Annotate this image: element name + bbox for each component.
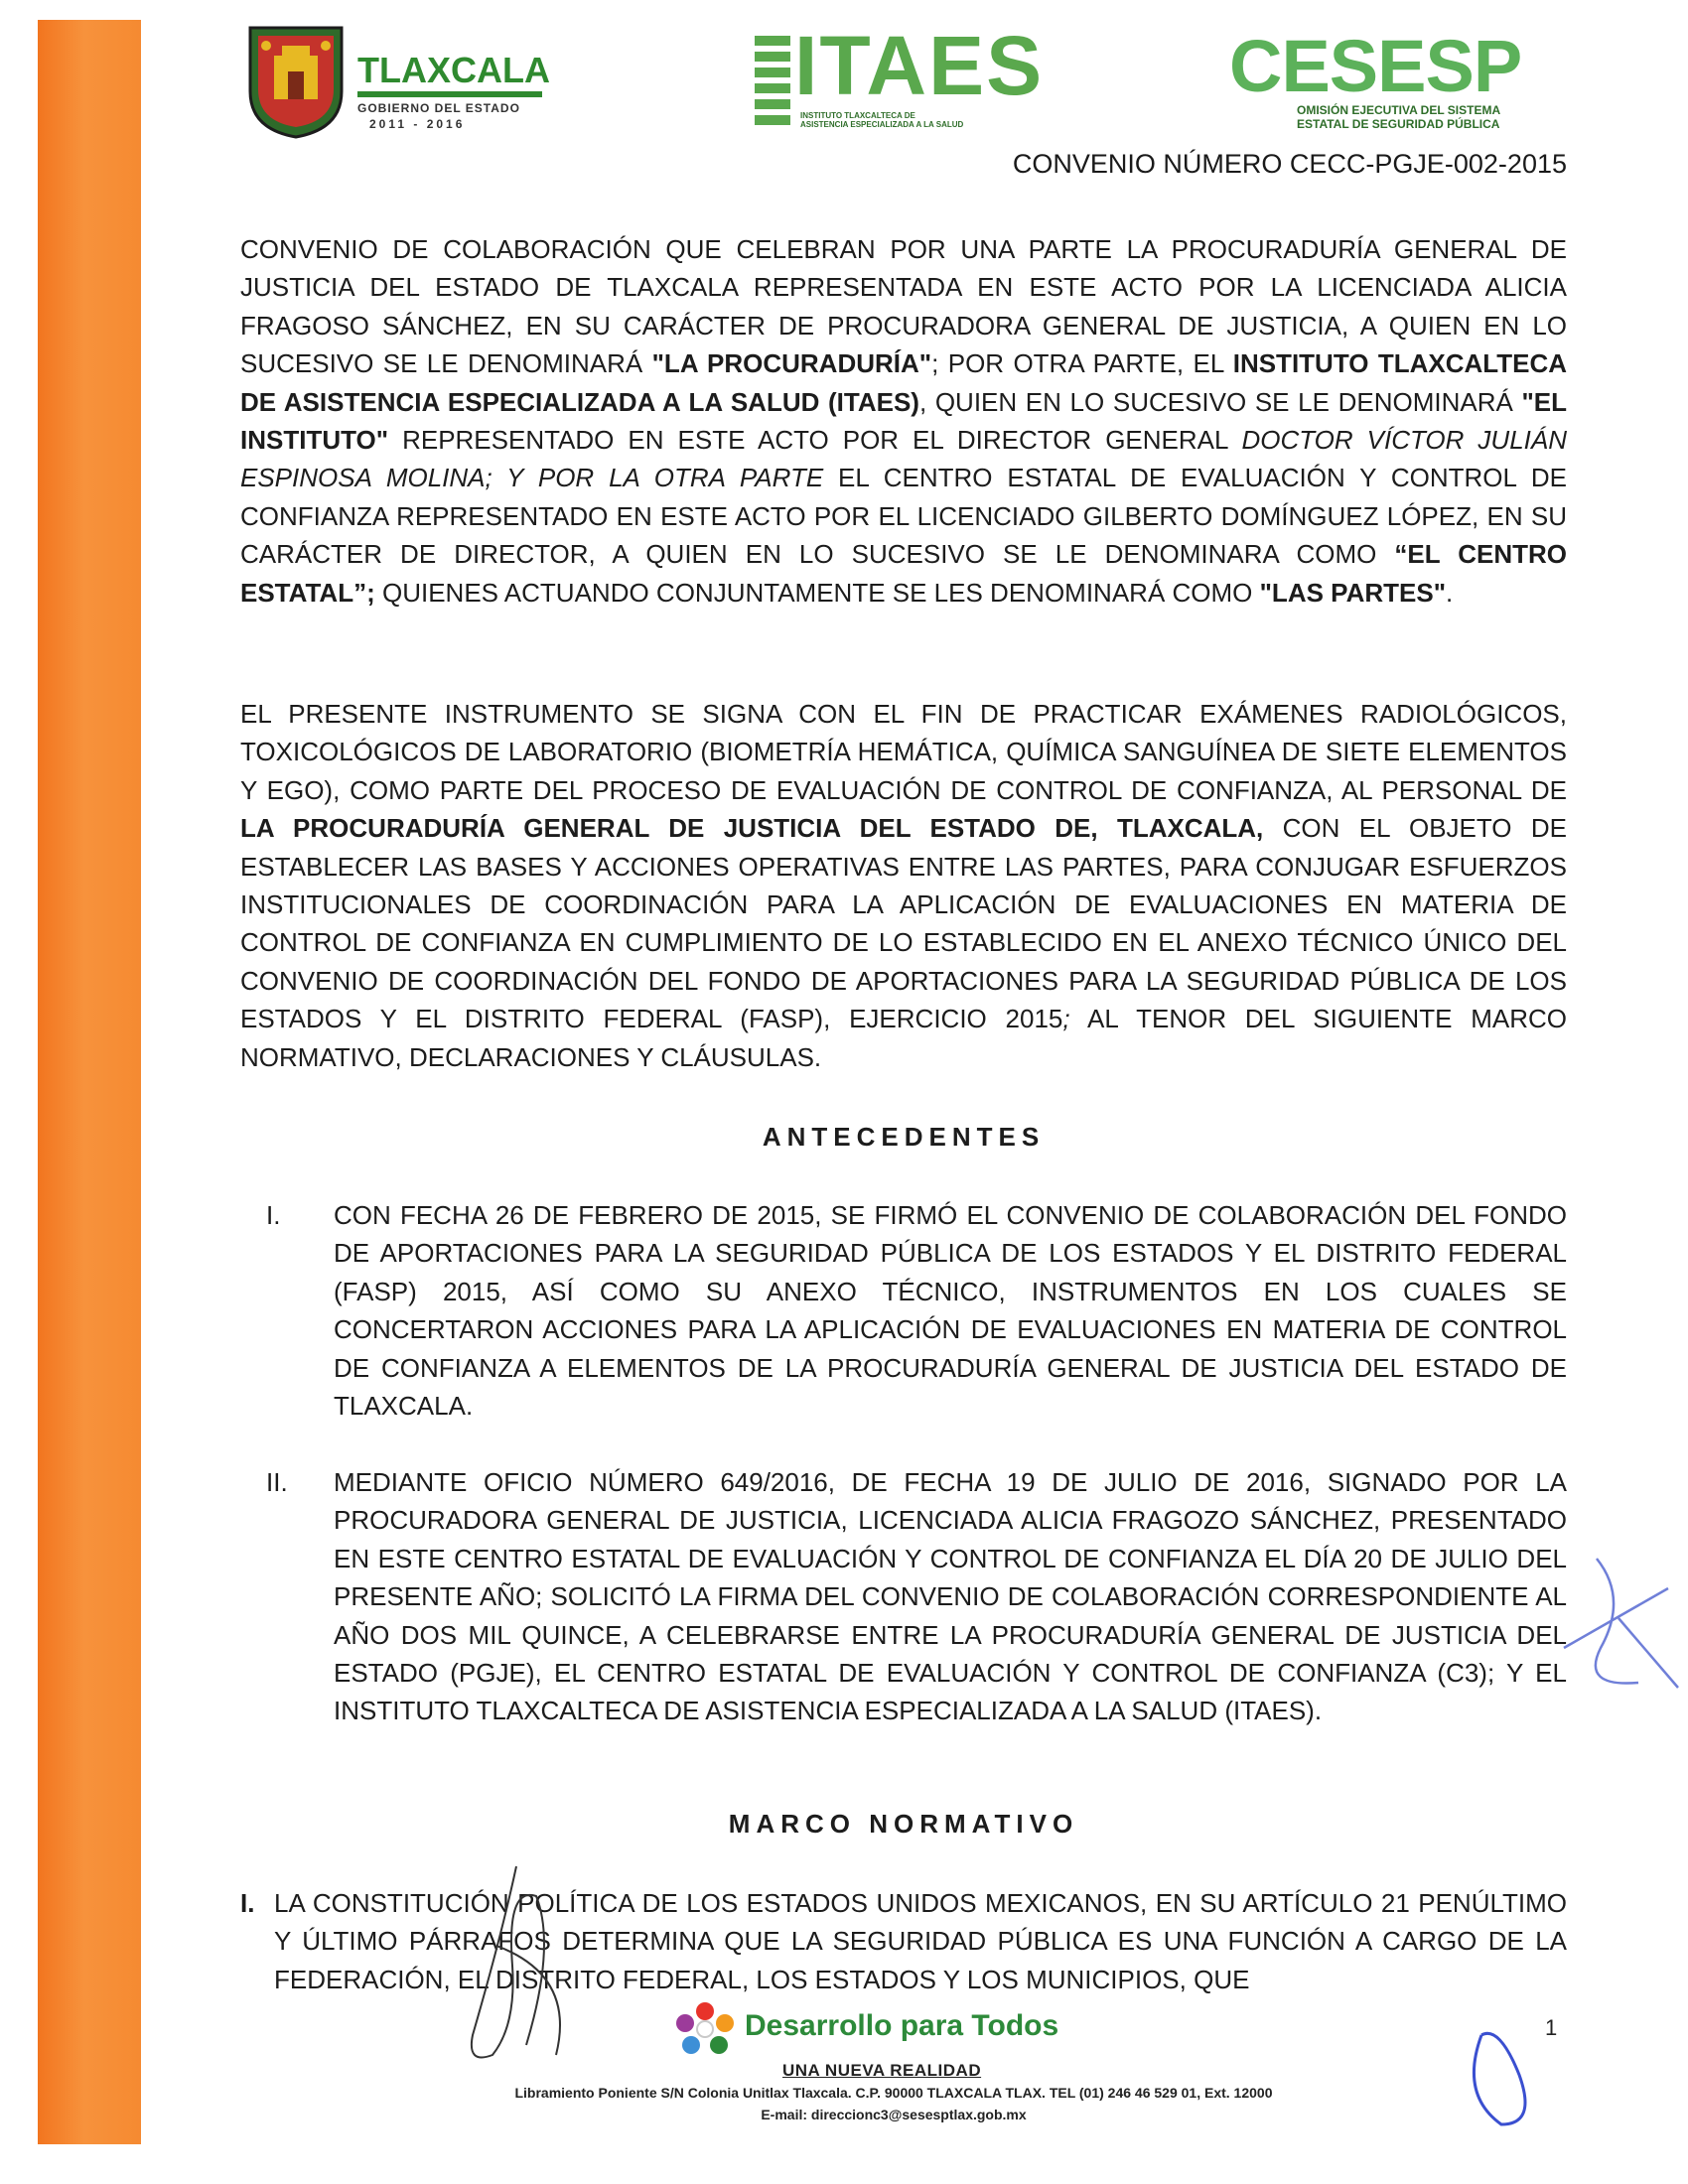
antecedentes-heading: ANTECEDENTES [762, 1122, 1046, 1152]
intro-paragraph-1 [240, 230, 1567, 612]
intro-paragraph-2 [240, 695, 1567, 1076]
tlaxcala-years: 2011 - 2016 [369, 117, 466, 131]
p2-part-b: LA PROCURADURÍA GENERAL DE JUSTICIA DEL ESTADO DE, TLAXCALA, [240, 813, 1264, 844]
tlaxcala-decor-icon [357, 89, 542, 99]
p2-part-e: AL TENOR DEL SIGUIENTE MARCO NORMATIVO, DECLARACIONES Y CLÁUSULAS. [240, 1004, 1567, 1072]
cesesp-subtitle [1297, 103, 1500, 131]
slogan-text: Desarrollo para Todos [745, 2009, 1059, 2042]
cesesp-acronym: CESESP [1229, 25, 1522, 107]
p1-part-f: "EL INSTITUTO" [240, 386, 1568, 456]
marco-text-1: LA CONSTITUCIÓN POLÍTICA DE LOS ESTADOS UNIDOS MEXICANOS, EN SU ARTÍCULO 21 PENÚLTIMO Y ÚLTIMO PÁRRAFOS DETERMINA QUE LA SEGURIDAD PÚBLICA ES UNA FUNCIÓN A CARGO DE LA FEDERACIÓN, EL DISTRITO FEDERAL, LOS ESTADOS Y LOS MUNICIPIOS, QUE [274, 1888, 1567, 1994]
p2-part-c: CON EL OBJETO DE ESTABLECER LAS BASES Y ACCIONES OPERATIVAS ENTRE LAS PARTES, PARA CONJUGAR ESFUERZOS INSTITUCIONALES DE COORDINACIÓN PARA LA APLICACIÓN DE EVALUACIONES EN MATERIA DE CONTROL DE CONFIANZA EN CUMPLIMIENTO DE LO ESTABLECIDO EN EL ANEXO TÉCNICO ÚNICO DEL CONVENIO DE COORDINACIÓN DEL FONDO DE APORTACIONES PARA LA SEGURIDAD PÚBLICA DE LOS ESTADOS Y EL DISTRITO FEDERAL (FASP), EJERCICIO 2015 [240, 813, 1568, 1034]
tlaxcala-logo [244, 22, 552, 139]
p1-part-m: . [1446, 577, 1454, 608]
tlaxcala-shield-icon [244, 22, 348, 139]
p1-part-a: CONVENIO DE COLABORACIÓN QUE CELEBRAN POR UNA PARTE LA PROCURADURÍA GENERAL DE JUSTICIA DEL ESTADO DE TLAXCALA REPRESENTADA EN ESTE ACTO POR LA LICENCIADA ALICIA FRAGOSO SÁNCHEZ, EN SU CARÁCTER DE PROCURADORA GENERAL DE JUSTICIA, A QUIEN EN LO SUCESIVO SE LE DENOMINARÁ [240, 234, 1567, 379]
footer-email: E-mail: direccionc3@sesesptlax.gob.mx [761, 2107, 1027, 2122]
p1-part-e: , QUIEN EN LO SUCESIVO SE LE DENOMINARÁ [918, 386, 1522, 417]
cesesp-subtitle-line2: ESTATAL DE SEGURIDAD PÚBLICA [1297, 117, 1500, 131]
footer-slogan [673, 2001, 1130, 2080]
antecedente-num-2: II. [266, 1467, 288, 1497]
orange-side-bar [38, 20, 141, 2144]
p1-part-d: INSTITUTO TLAXCALTECA DE ASISTENCIA ESPECIALIZADA A LA SALUD (ITAES) [240, 348, 1568, 417]
marco-num-1: I. [240, 1888, 255, 1918]
marco-normativo-heading: MARCO NORMATIVO [728, 1809, 1079, 1839]
tlaxcala-subtitle: GOBIERNO DEL ESTADO [357, 101, 520, 115]
page-number: 1 [1545, 2015, 1558, 2040]
p1-part-j: “EL CENTRO ESTATAL”; [240, 539, 1567, 608]
itaes-stripes-icon [755, 36, 790, 125]
antecedente-text-1: CON FECHA 26 DE FEBRERO DE 2015, SE FIRMÓ EL CONVENIO DE COLABORACIÓN DEL FONDO DE APORTACIONES PARA LA SEGURIDAD PÚBLICA DE LOS ESTADOS Y EL DISTRITO FEDERAL (FASP) 2015, ASÍ COMO SU ANEXO TÉCNICO, INSTRUMENTOS EN LOS CUALES SE CONCERTARON ACCIONES PARA LA APLICACIÓN DE EVALUACIONES EN MATERIA DE CONTROL DE CONFIANZA A ELEMENTOS DE LA PROCURADURÍA GENERAL DE JUSTICIA DEL ESTADO DE TLAXCALA. [334, 1200, 1567, 1422]
p1-part-h: DOCTOR VÍCTOR JULIÁN ESPINOSA MOLINA; Y POR LA OTRA PARTE [240, 425, 1567, 493]
p1-part-i: EL CENTRO ESTATAL DE EVALUACIÓN Y CONTROL DE CONFIANZA REPRESENTADO EN ESTE ACTO POR EL LICENCIADO GILBERTO DOMÍNGUEZ LÓPEZ, EN SU CARÁCTER DE DIRECTOR, A QUIEN EN LO SUCESIVO SE LE DENOMINARA COMO [240, 463, 1567, 570]
itaes-subtitle-line1: INSTITUTO TLAXCALTECA DE [800, 111, 915, 120]
itaes-acronym: ITAES [794, 19, 1045, 112]
antecedente-text-2: MEDIANTE OFICIO NÚMERO 649/2016, DE FECHA 19 DE JULIO DE 2016, SIGNADO POR LA PROCURADORA GENERAL DE JUSTICIA, LICENCIADA ALICIA FRAGOZO SÁNCHEZ, PRESENTADO EN ESTE CENTRO ESTATAL DE EVALUACIÓN Y CONTROL DE CONFIANZA EL DÍA 20 DE JULIO DEL PRESENTE AÑO; SOLICITÓ LA FIRMA DEL CONVENIO DE COLABORACIÓN CORRESPONDIENTE AL AÑO DOS MIL QUINCE, A CELEBRARSE ENTRE LA PROCURADURÍA GENERAL DE JUSTICIA DEL ESTADO (PGJE), EL CENTRO ESTATAL DE EVALUACIÓN Y CONTROL DE CONFIANZA (C3); Y EL INSTITUTO TLAXCALTECA DE ASISTENCIA ESPECIALIZADA A LA SALUD (ITAES). [334, 1467, 1567, 1726]
itaes-subtitle [800, 111, 1039, 129]
p1-part-l: "LAS PARTES" [1259, 577, 1447, 608]
itaes-logo [755, 19, 1045, 139]
p2-part-d: ; [1062, 1004, 1070, 1034]
p2-part-a: EL PRESENTE INSTRUMENTO SE SIGNA CON EL FIN DE PRACTICAR EXÁMENES RADIOLÓGICOS, TOXICOLÓGICOS DE LABORATORIO (BIOMETRÍA HEMÁTICA, QUÍMICA SANGUÍNEA DE SIETE ELEMENTOS Y EGO), COMO PARTE DEL PROCESO DE EVALUACIÓN DE CONTROL DE CONFIANZA, AL PERSONAL DE [240, 699, 1567, 805]
antecedente-num-1: I. [266, 1200, 281, 1230]
flower-logo-icon [673, 2001, 737, 2057]
convenio-number: CONVENIO NÚMERO CECC-PGJE-002-2015 [1012, 149, 1567, 179]
cesesp-subtitle-line1: OMISIÓN EJECUTIVA DEL SISTEMA [1297, 103, 1501, 117]
p1-part-k: QUIENES ACTUANDO CONJUNTAMENTE SE LES DENOMINARÁ COMO [374, 577, 1260, 608]
cesesp-logo [1229, 25, 1569, 141]
slogan-subtitle: UNA NUEVA REALIDAD [782, 2061, 982, 2080]
itaes-subtitle-line2: ASISTENCIA ESPECIALIZADA A LA SALUD [800, 120, 964, 129]
tlaxcala-name: TLAXCALA [357, 50, 550, 90]
p1-part-b: "LA PROCURADURÍA" [651, 348, 932, 379]
footer-address: Libramiento Poniente S/N Colonia Unitlax Tlaxcala. C.P. 90000 TLAXCALA TLAX. TEL (01) 246 46 529 01, Ext. 12000 [514, 2085, 1273, 2101]
p1-part-c: ; POR OTRA PARTE, EL [931, 348, 1233, 379]
p1-part-g: REPRESENTADO EN ESTE ACTO POR EL DIRECTOR GENERAL [388, 425, 1242, 456]
